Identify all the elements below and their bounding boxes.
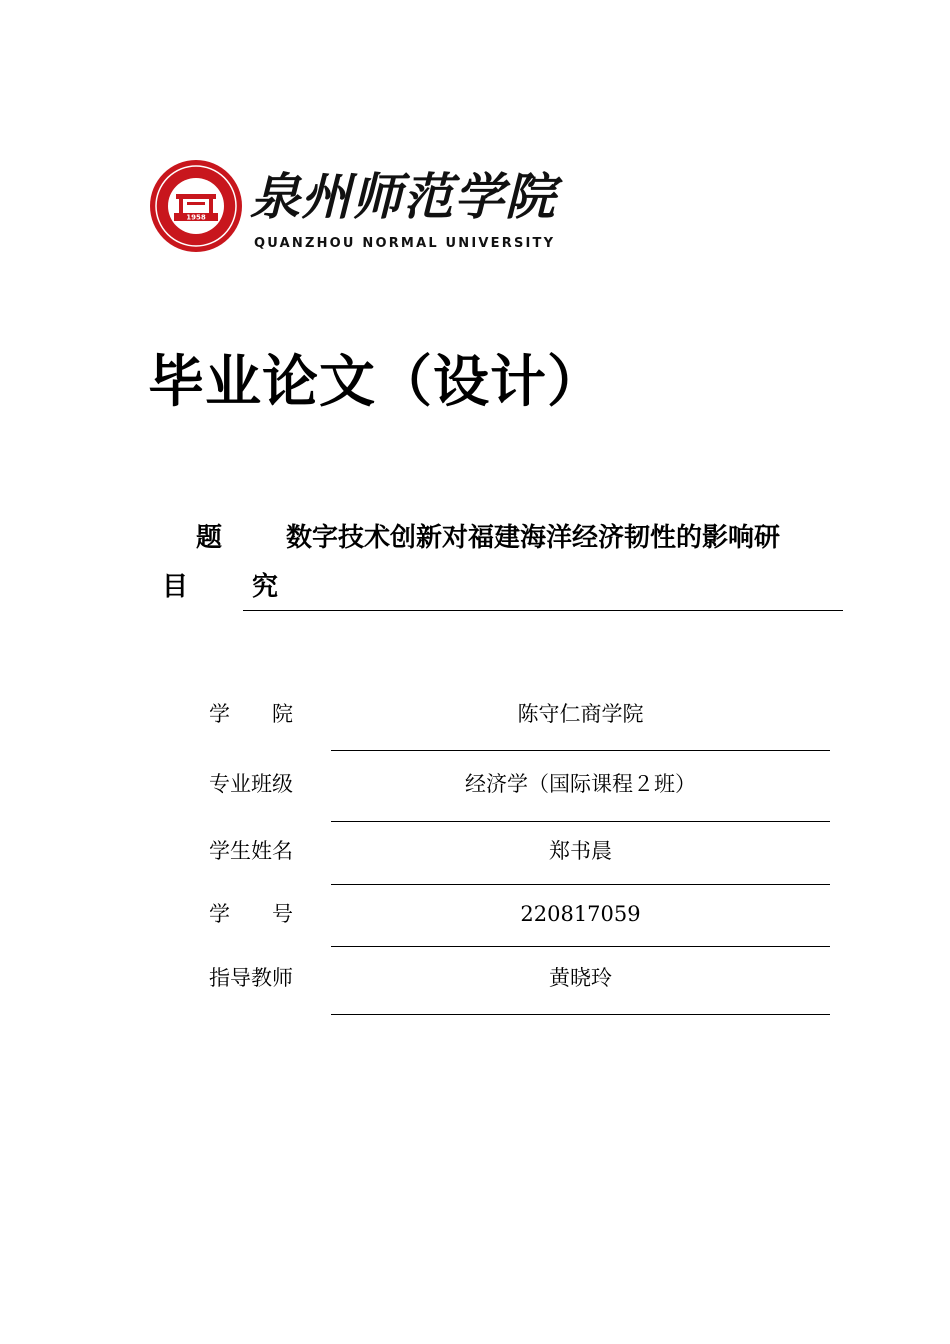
svg-text:1958: 1958 [186,213,206,222]
info-line [331,750,830,751]
info-label-college: 学 院 [209,702,293,726]
school-name-cn: 泉州师范学院 [250,167,556,226]
info-value-college: 陈守仁商学院 [517,702,644,726]
info-line [331,946,830,947]
info-value-class: 经济学（国际课程２班） [465,772,696,796]
topic-label-first: 题 [196,523,223,553]
info-line [331,1014,830,1015]
school-name-en: QUANZHOU NORMAL UNIVERSITY [254,236,556,251]
info-value-advisor: 黄晓玲 [549,966,612,990]
topic-text-line1: 数字技术创新对福建海洋经济韧性的影响研 [286,523,781,553]
topic-label-second: 目 [162,572,189,602]
info-line [331,884,830,885]
info-value-student-name: 郑书晨 [549,839,612,863]
info-value-student-id: 220817059 [520,902,641,926]
info-line [331,821,830,822]
topic-text-line2: 究 [252,572,279,602]
topic-underline [243,610,843,611]
university-seal-icon [148,158,244,254]
info-label-student-name: 学生姓名 [209,839,293,863]
university-logo [148,158,568,258]
page-title: 毕业论文（设计） [148,350,604,415]
info-label-student-id: 学 号 [209,902,293,926]
info-label-advisor: 指导教师 [209,966,293,990]
info-label-class: 专业班级 [209,772,293,796]
